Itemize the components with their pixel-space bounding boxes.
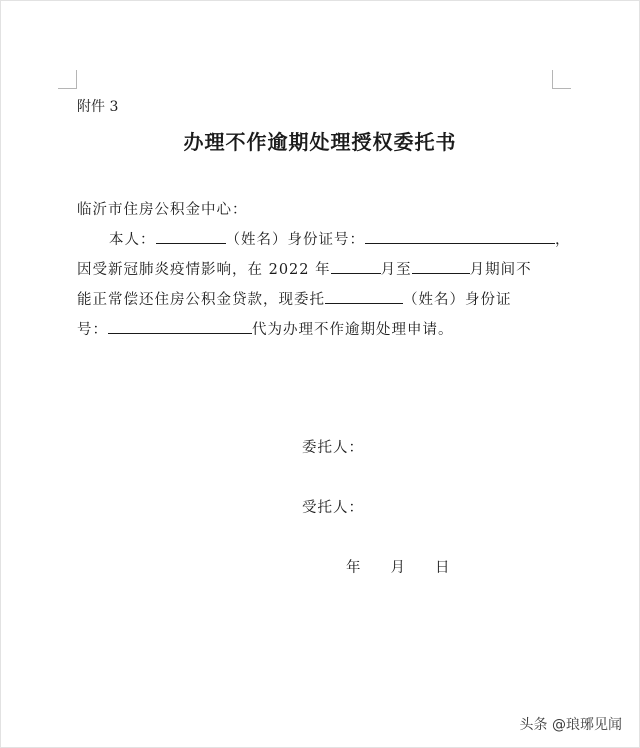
text-segment: 号： (77, 322, 108, 338)
attachment-label: 附件 3 (77, 99, 119, 115)
margin-corner-mark (58, 70, 77, 89)
text-segment: （姓名）身份证 (403, 292, 512, 308)
paragraph-line-3 (77, 288, 512, 309)
document-title: 办理不作逾期处理授权委托书 (183, 130, 457, 154)
date-month: 月 (390, 560, 405, 576)
paragraph-line-4 (77, 318, 454, 339)
addressee-line (77, 198, 248, 219)
watermark: 头条 @琅琊见闻 (519, 717, 622, 733)
paragraph-line-2 (77, 258, 532, 279)
text-segment: 因受新冠肺炎疫情影响，在 2022 年 (77, 262, 331, 278)
delegatee-signature-label: 受托人： (302, 500, 364, 516)
date-line (346, 556, 480, 577)
margin-corner-mark (552, 70, 571, 89)
addressee-text: 临沂市住房公积金中心： (77, 202, 248, 218)
end-month-blank[interactable] (412, 258, 470, 274)
date-year: 年 (346, 560, 361, 576)
text-segment: 能正常偿还住房公积金贷款，现委托 (77, 292, 325, 308)
paragraph-line-1 (109, 228, 571, 249)
text-segment: （姓名）身份证号： (225, 232, 365, 248)
text-segment: ， (555, 232, 571, 248)
text-segment: 月期间不 (469, 262, 532, 278)
id-number-blank[interactable] (365, 228, 555, 244)
text-segment: 本人： (109, 232, 156, 248)
start-month-blank[interactable] (331, 258, 381, 274)
date-day: 日 (435, 560, 450, 576)
name-blank[interactable] (156, 228, 226, 244)
text-segment: 月至 (380, 262, 412, 278)
delegatee-name-blank[interactable] (325, 288, 403, 304)
delegatee-id-blank[interactable] (108, 318, 252, 334)
delegator-signature-label: 委托人： (302, 440, 364, 456)
text-segment: 代为办理不作逾期处理申请。 (252, 322, 454, 338)
